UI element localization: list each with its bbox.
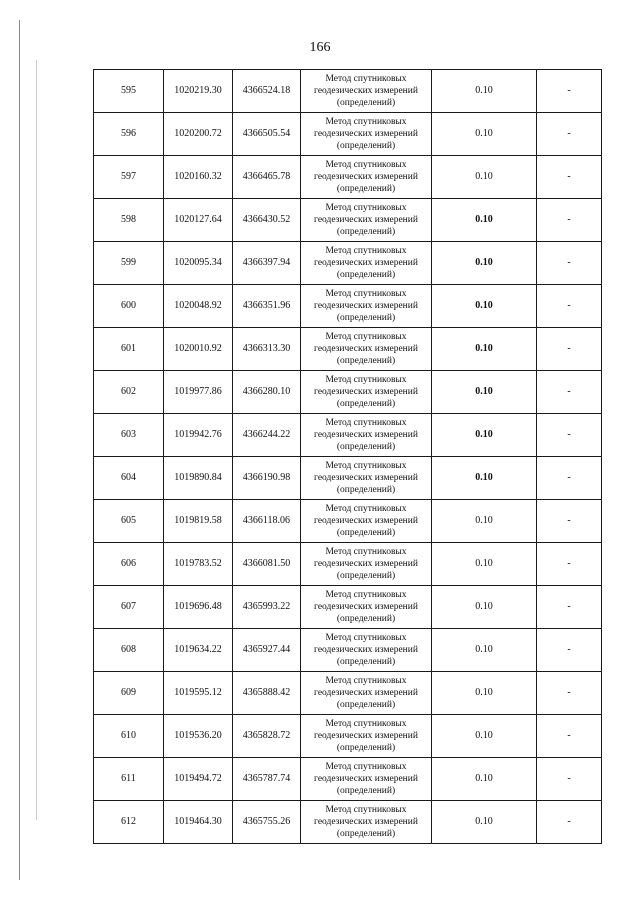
method-line: геодезических измерений — [314, 344, 418, 354]
point-number-cell: 603 — [94, 414, 164, 457]
method-line: Метод спутниковых — [325, 246, 407, 256]
method-line: геодезических измерений — [314, 688, 418, 698]
extra-cell: - — [537, 199, 602, 242]
extra-cell: - — [537, 156, 602, 199]
x-coordinate-cell: 1019819.58 — [164, 500, 233, 543]
method-line: геодезических измерений — [314, 172, 418, 182]
extra-cell: - — [537, 457, 602, 500]
accuracy-cell: 0.10 — [432, 586, 537, 629]
y-coordinate-cell: 4366313.30 — [233, 328, 301, 371]
method-line: геодезических измерений — [314, 602, 418, 612]
x-coordinate-cell: 1019783.52 — [164, 543, 233, 586]
table-row — [94, 715, 602, 758]
table-row — [94, 457, 602, 500]
method-line: Метод спутниковых — [325, 74, 407, 84]
coordinates-table-wrapper — [93, 69, 601, 844]
y-coordinate-cell: 4366524.18 — [233, 70, 301, 113]
method-line: геодезических измерений — [314, 516, 418, 526]
x-coordinate-cell: 1019890.84 — [164, 457, 233, 500]
table-row — [94, 328, 602, 371]
x-coordinate-cell: 1019494.72 — [164, 758, 233, 801]
point-number-cell: 595 — [94, 70, 164, 113]
coordinates-table — [93, 69, 602, 844]
page-number: 166 — [309, 40, 331, 55]
method-line: геодезических измерений — [314, 387, 418, 397]
method-line: Метод спутниковых — [325, 160, 407, 170]
y-coordinate-cell: 4365755.26 — [233, 801, 301, 844]
method-cell — [301, 199, 432, 242]
method-line: (определений) — [336, 442, 396, 452]
point-number-cell: 599 — [94, 242, 164, 285]
table-row — [94, 629, 602, 672]
method-line: Метод спутниковых — [325, 547, 407, 557]
y-coordinate-cell: 4366244.22 — [233, 414, 301, 457]
accuracy-cell: 0.10 — [432, 715, 537, 758]
extra-cell: - — [537, 70, 602, 113]
x-coordinate-cell: 1019536.20 — [164, 715, 233, 758]
table-row — [94, 414, 602, 457]
extra-cell: - — [537, 500, 602, 543]
y-coordinate-cell: 4366190.98 — [233, 457, 301, 500]
method-cell — [301, 285, 432, 328]
y-coordinate-cell: 4366081.50 — [233, 543, 301, 586]
method-cell — [301, 543, 432, 586]
method-cell — [301, 801, 432, 844]
accuracy-cell: 0.10 — [432, 70, 537, 113]
y-coordinate-cell: 4365888.42 — [233, 672, 301, 715]
method-line: (определений) — [336, 356, 396, 366]
method-cell — [301, 156, 432, 199]
method-line: геодезических измерений — [314, 645, 418, 655]
method-line: (определений) — [336, 98, 396, 108]
method-line: (определений) — [336, 227, 396, 237]
point-number-cell: 608 — [94, 629, 164, 672]
accuracy-cell: 0.10 — [432, 199, 537, 242]
extra-cell: - — [537, 672, 602, 715]
table-row — [94, 285, 602, 328]
extra-cell: - — [537, 242, 602, 285]
accuracy-cell: 0.10 — [432, 801, 537, 844]
scan-margin-line — [19, 20, 20, 880]
y-coordinate-cell: 4366280.10 — [233, 371, 301, 414]
table-row — [94, 801, 602, 844]
table-row — [94, 199, 602, 242]
method-cell — [301, 113, 432, 156]
y-coordinate-cell: 4366118.06 — [233, 500, 301, 543]
extra-cell: - — [537, 586, 602, 629]
method-line: геодезических измерений — [314, 731, 418, 741]
x-coordinate-cell: 1020010.92 — [164, 328, 233, 371]
x-coordinate-cell: 1019942.76 — [164, 414, 233, 457]
y-coordinate-cell: 4365828.72 — [233, 715, 301, 758]
method-cell — [301, 500, 432, 543]
method-line: геодезических измерений — [314, 129, 418, 139]
x-coordinate-cell: 1019595.12 — [164, 672, 233, 715]
accuracy-cell: 0.10 — [432, 285, 537, 328]
y-coordinate-cell: 4366430.52 — [233, 199, 301, 242]
method-line: геодезических измерений — [314, 473, 418, 483]
scan-margin-line — [36, 60, 37, 820]
method-line: геодезических измерений — [314, 215, 418, 225]
method-cell — [301, 371, 432, 414]
method-line: Метод спутниковых — [325, 676, 407, 686]
extra-cell: - — [537, 715, 602, 758]
table-row — [94, 500, 602, 543]
accuracy-cell: 0.10 — [432, 758, 537, 801]
method-line: геодезических измерений — [314, 430, 418, 440]
extra-cell: - — [537, 801, 602, 844]
y-coordinate-cell: 4366465.78 — [233, 156, 301, 199]
y-coordinate-cell: 4365993.22 — [233, 586, 301, 629]
method-line: Метод спутниковых — [325, 117, 407, 127]
method-line: Метод спутниковых — [325, 418, 407, 428]
method-line: (определений) — [336, 485, 396, 495]
method-line: (определений) — [336, 829, 396, 839]
method-cell — [301, 758, 432, 801]
method-cell — [301, 586, 432, 629]
x-coordinate-cell: 1019977.86 — [164, 371, 233, 414]
method-cell — [301, 414, 432, 457]
x-coordinate-cell: 1020219.30 — [164, 70, 233, 113]
point-number-cell: 596 — [94, 113, 164, 156]
method-line: геодезических измерений — [314, 301, 418, 311]
table-row — [94, 543, 602, 586]
method-line: Метод спутниковых — [325, 504, 407, 514]
accuracy-cell: 0.10 — [432, 328, 537, 371]
accuracy-cell: 0.10 — [432, 371, 537, 414]
extra-cell: - — [537, 758, 602, 801]
method-line: (определений) — [336, 313, 396, 323]
method-line: Метод спутниковых — [325, 375, 407, 385]
method-line: геодезических измерений — [314, 258, 418, 268]
accuracy-cell: 0.10 — [432, 672, 537, 715]
x-coordinate-cell: 1019634.22 — [164, 629, 233, 672]
method-cell — [301, 629, 432, 672]
method-line: (определений) — [336, 786, 396, 796]
table-row — [94, 113, 602, 156]
method-line: (определений) — [336, 657, 396, 667]
accuracy-cell: 0.10 — [432, 457, 537, 500]
x-coordinate-cell: 1020095.34 — [164, 242, 233, 285]
extra-cell: - — [537, 543, 602, 586]
x-coordinate-cell: 1020200.72 — [164, 113, 233, 156]
extra-cell: - — [537, 414, 602, 457]
method-cell — [301, 672, 432, 715]
method-line: геодезических измерений — [314, 559, 418, 569]
y-coordinate-cell: 4366351.96 — [233, 285, 301, 328]
x-coordinate-cell: 1019696.48 — [164, 586, 233, 629]
accuracy-cell: 0.10 — [432, 543, 537, 586]
y-coordinate-cell: 4365787.74 — [233, 758, 301, 801]
method-line: Метод спутниковых — [325, 719, 407, 729]
method-line: (определений) — [336, 700, 396, 710]
method-line: геодезических измерений — [314, 817, 418, 827]
method-line: Метод спутниковых — [325, 461, 407, 471]
table-row — [94, 371, 602, 414]
x-coordinate-cell: 1020048.92 — [164, 285, 233, 328]
accuracy-cell: 0.10 — [432, 414, 537, 457]
method-line: Метод спутниковых — [325, 590, 407, 600]
accuracy-cell: 0.10 — [432, 156, 537, 199]
method-line: Метод спутниковых — [325, 633, 407, 643]
method-line: Метод спутниковых — [325, 203, 407, 213]
x-coordinate-cell: 1020160.32 — [164, 156, 233, 199]
method-line: (определений) — [336, 184, 396, 194]
accuracy-cell: 0.10 — [432, 113, 537, 156]
extra-cell: - — [537, 328, 602, 371]
table-row — [94, 758, 602, 801]
method-cell — [301, 328, 432, 371]
extra-cell: - — [537, 285, 602, 328]
method-cell — [301, 715, 432, 758]
method-line: (определений) — [336, 270, 396, 280]
extra-cell: - — [537, 629, 602, 672]
method-line: геодезических измерений — [314, 774, 418, 784]
method-line: (определений) — [336, 743, 396, 753]
method-cell — [301, 242, 432, 285]
point-number-cell: 609 — [94, 672, 164, 715]
method-line: Метод спутниковых — [325, 332, 407, 342]
method-line: геодезических измерений — [314, 86, 418, 96]
table-row — [94, 242, 602, 285]
accuracy-cell: 0.10 — [432, 629, 537, 672]
point-number-cell: 598 — [94, 199, 164, 242]
table-row — [94, 70, 602, 113]
method-line: (определений) — [336, 614, 396, 624]
point-number-cell: 604 — [94, 457, 164, 500]
point-number-cell: 602 — [94, 371, 164, 414]
method-line: (определений) — [336, 528, 396, 538]
point-number-cell: 606 — [94, 543, 164, 586]
method-line: (определений) — [336, 399, 396, 409]
method-cell — [301, 70, 432, 113]
accuracy-cell: 0.10 — [432, 242, 537, 285]
table-row — [94, 156, 602, 199]
extra-cell: - — [537, 113, 602, 156]
method-cell — [301, 457, 432, 500]
y-coordinate-cell: 4365927.44 — [233, 629, 301, 672]
accuracy-cell: 0.10 — [432, 500, 537, 543]
y-coordinate-cell: 4366397.94 — [233, 242, 301, 285]
table-row — [94, 586, 602, 629]
method-line: Метод спутниковых — [325, 805, 407, 815]
method-line: (определений) — [336, 571, 396, 581]
point-number-cell: 597 — [94, 156, 164, 199]
method-line: (определений) — [336, 141, 396, 151]
x-coordinate-cell: 1019464.30 — [164, 801, 233, 844]
point-number-cell: 610 — [94, 715, 164, 758]
extra-cell: - — [537, 371, 602, 414]
method-line: Метод спутниковых — [325, 762, 407, 772]
table-row — [94, 672, 602, 715]
point-number-cell: 605 — [94, 500, 164, 543]
point-number-cell: 601 — [94, 328, 164, 371]
point-number-cell: 600 — [94, 285, 164, 328]
x-coordinate-cell: 1020127.64 — [164, 199, 233, 242]
y-coordinate-cell: 4366505.54 — [233, 113, 301, 156]
point-number-cell: 607 — [94, 586, 164, 629]
point-number-cell: 612 — [94, 801, 164, 844]
point-number-cell: 611 — [94, 758, 164, 801]
method-line: Метод спутниковых — [325, 289, 407, 299]
